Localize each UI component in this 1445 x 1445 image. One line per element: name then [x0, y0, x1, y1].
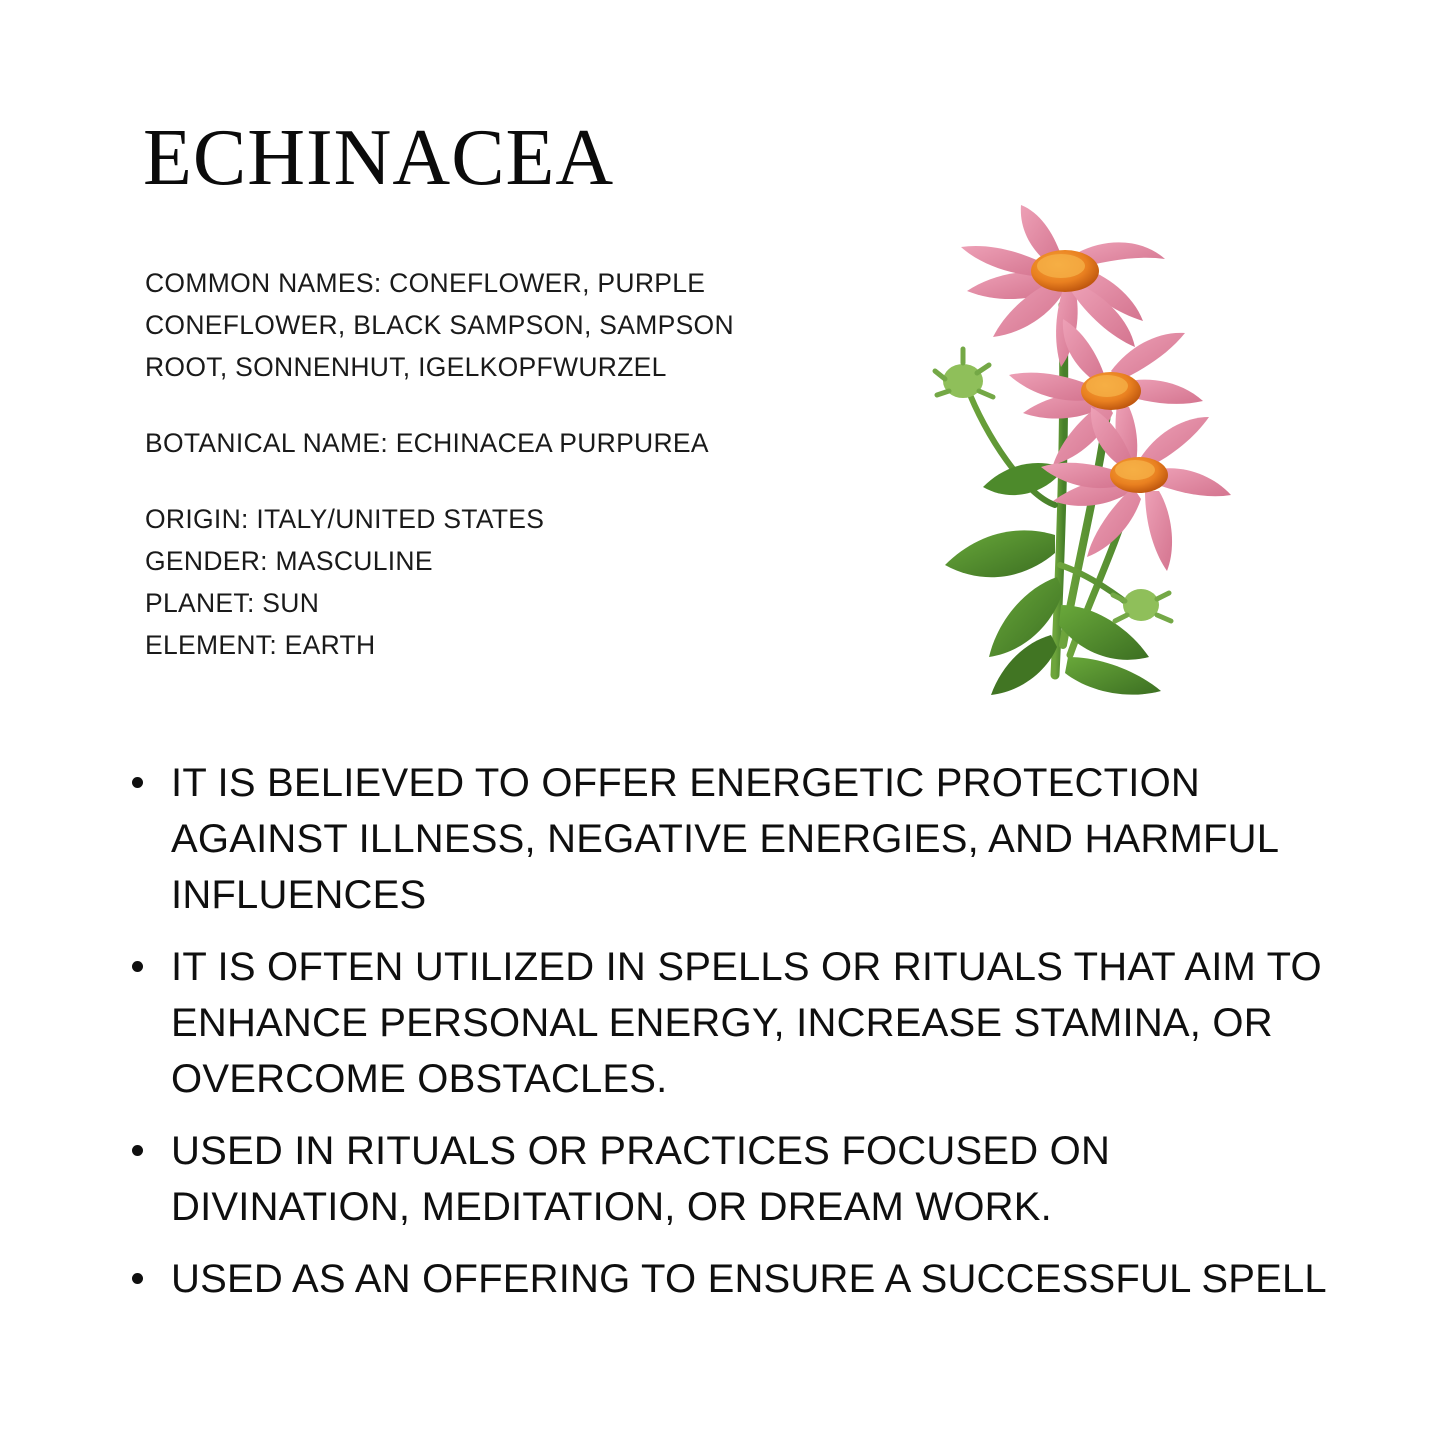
common-names-line-2: CONEFLOWER, BLACK SAMPSON, SAMPSON	[145, 310, 734, 340]
botanical-name-paragraph	[145, 422, 885, 464]
bullet-dot-icon	[132, 777, 143, 788]
properties-list	[118, 755, 1333, 1307]
common-names-paragraph	[145, 262, 885, 388]
list-item	[118, 1251, 1333, 1307]
list-item	[118, 1123, 1333, 1235]
gender-line: GENDER: MASCULINE	[145, 546, 433, 576]
flower-head-top	[961, 205, 1165, 367]
list-item-text: USED AS AN OFFERING TO ENSURE A SUCCESSFUL SPELL	[171, 1257, 1327, 1301]
common-names-line-1: COMMON NAMES: CONEFLOWER, PURPLE	[145, 268, 706, 298]
botanical-name-line: BOTANICAL NAME: ECHINACEA PURPUREA	[145, 428, 709, 458]
element-line: ELEMENT: EARTH	[145, 630, 376, 660]
planet-line: PLANET: SUN	[145, 588, 320, 618]
attributes-paragraph	[145, 498, 885, 666]
echinacea-flower-illustration	[905, 205, 1235, 705]
list-item-text: USED IN RITUALS OR PRACTICES FOCUSED ON DIVINATION, MEDITATION, OR DREAM WORK.	[171, 1129, 1111, 1229]
common-names-line-3: ROOT, SONNENHUT, IGELKOPFWURZEL	[145, 352, 667, 382]
list-item	[118, 755, 1333, 923]
origin-line: ORIGIN: ITALY/UNITED STATES	[145, 504, 545, 534]
herb-info-block	[145, 262, 885, 666]
list-item-text: IT IS BELIEVED TO OFFER ENERGETIC PROTECTION AGAINST ILLNESS, NEGATIVE ENERGIES, AND HARMFUL INFLUENCES	[171, 761, 1278, 917]
list-item-text: IT IS OFTEN UTILIZED IN SPELLS OR RITUALS THAT AIM TO ENHANCE PERSONAL ENERGY, INCREASE STAMINA, OR OVERCOME OBSTACLES.	[171, 945, 1322, 1101]
bullet-dot-icon	[132, 1145, 143, 1156]
bullet-dot-icon	[132, 1273, 143, 1284]
bullet-dot-icon	[132, 961, 143, 972]
list-item	[118, 939, 1333, 1107]
flower-head-middle	[1009, 319, 1203, 485]
page-title: ECHINACEA	[143, 114, 615, 202]
